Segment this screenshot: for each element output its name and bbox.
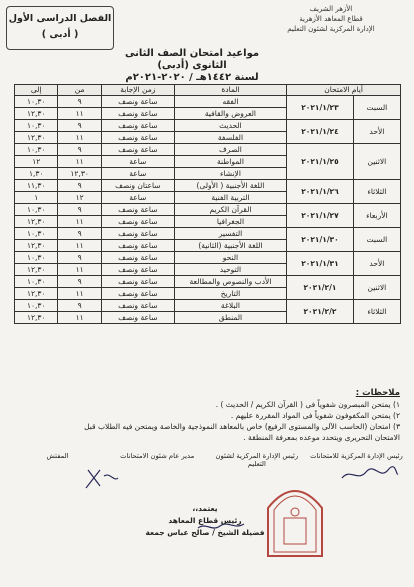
- exam-date: ٢٠٢١/١/٢٤: [287, 120, 354, 144]
- table-row: [15, 276, 401, 288]
- approval-title: رئيس قطاع المعاهد: [168, 516, 242, 525]
- exam-end: ١: [15, 192, 58, 204]
- exam-end: ١٠,٣٠: [15, 120, 58, 132]
- approval-name: فضيلة الشيخ / صالح عباس جمعة: [145, 528, 265, 537]
- exam-end: ١١,٣٠: [15, 180, 58, 192]
- exam-duration: ساعة ونصف: [101, 228, 174, 240]
- exam-subject: اللغة الأجنبية (الثانية): [174, 240, 286, 252]
- notes-section: [14, 388, 400, 443]
- table-row: [15, 144, 401, 156]
- institution-line: الأزهر الشريف: [309, 5, 353, 13]
- semester-box: [6, 6, 114, 50]
- exam-start: ١٢: [58, 192, 101, 204]
- signature-exams-director: [110, 452, 205, 468]
- exam-subject: الحديث: [174, 120, 286, 132]
- exam-duration: ساعة ونصف: [101, 300, 174, 312]
- exam-start: ١٢,٣٠: [58, 168, 101, 180]
- exam-start: ١١: [58, 132, 101, 144]
- exam-day: الثلاثاء: [353, 300, 400, 324]
- institution-line: قطاع المعاهد الأزهرية: [299, 15, 363, 23]
- exam-date: ٢٠٢١/١/٣١: [287, 252, 354, 276]
- exam-end: ١٢,٣٠: [15, 240, 58, 252]
- exam-start: ٩: [58, 252, 101, 264]
- exam-start: ٩: [58, 144, 101, 156]
- exam-end: ١٢,٣٠: [15, 264, 58, 276]
- table-header-row: [15, 85, 401, 96]
- note-item: الامتحان التحريرى ويتحدد موعده بمعرفة المنطقة .: [243, 433, 400, 442]
- exam-duration: ساعة ونصف: [101, 216, 174, 228]
- note-item: ١) يمتحن المبصرون شفوياً فى ( القرآن الكريم / الحديث ) .: [215, 400, 400, 409]
- col-header-to: إلى: [15, 85, 58, 96]
- exam-end: ١٢,٣٠: [15, 132, 58, 144]
- exam-end: ١٢,٣٠: [15, 288, 58, 300]
- exam-subject: النحو: [174, 252, 286, 264]
- table-row: [15, 96, 401, 108]
- exam-end: ١٠,٣٠: [15, 276, 58, 288]
- exam-duration: ساعة: [101, 192, 174, 204]
- exam-duration: ساعة ونصف: [101, 264, 174, 276]
- exam-duration: ساعة ونصف: [101, 276, 174, 288]
- exam-subject: التربية الفنية: [174, 192, 286, 204]
- exam-start: ١١: [58, 288, 101, 300]
- exam-start: ٩: [58, 180, 101, 192]
- exam-date: ٢٠٢١/٢/١: [287, 276, 354, 300]
- schedule-table: [14, 84, 401, 324]
- exam-subject: المواطنة: [174, 156, 286, 168]
- table-row: [15, 120, 401, 132]
- exam-day: الاثنين: [353, 276, 400, 300]
- exam-duration: ساعة: [101, 156, 174, 168]
- exam-subject: الفقه: [174, 96, 286, 108]
- exam-start: ٩: [58, 120, 101, 132]
- table-row: [15, 300, 401, 312]
- table-row: [15, 252, 401, 264]
- signature-education-head: [209, 452, 304, 468]
- exam-end: ١,٣٠: [15, 168, 58, 180]
- signature-role: المفتش: [46, 452, 69, 460]
- exam-end: ١٢,٣٠: [15, 108, 58, 120]
- institution-line: الإدارة المركزية لشئون التعليم: [287, 25, 375, 33]
- signature-role: رئيس الإدارة المركزية لشئون التعليم: [215, 452, 299, 468]
- exam-subject: الجغرافيا: [174, 216, 286, 228]
- table-row: [15, 180, 401, 192]
- exam-subject: العروض والقافية: [174, 108, 286, 120]
- section-label: ( أدبى ): [41, 29, 79, 40]
- col-header-from: من: [58, 85, 101, 96]
- exam-end: ١٢,٣٠: [15, 312, 58, 324]
- exam-date: ٢٠٢١/١/٣٠: [287, 228, 354, 252]
- exam-date: ٢٠٢١/٢/٢: [287, 300, 354, 324]
- exam-end: ١٠,٣٠: [15, 144, 58, 156]
- exam-duration: ساعة ونصف: [101, 144, 174, 156]
- schedule-body: [15, 96, 401, 324]
- official-seal-icon: [260, 478, 330, 558]
- exam-start: ٩: [58, 300, 101, 312]
- title-year-line: لسنة ١٤٤٢هـ / ٢٠٢٠-٢٠٢١م: [125, 72, 259, 83]
- institution-header: [256, 4, 406, 34]
- exam-day: الثلاثاء: [353, 180, 400, 204]
- exam-subject: الفلسفة: [174, 132, 286, 144]
- exam-subject: التاريخ: [174, 288, 286, 300]
- exam-start: ٩: [58, 276, 101, 288]
- exam-end: ١٠,٣٠: [15, 252, 58, 264]
- exam-duration: ساعة ونصف: [101, 120, 174, 132]
- exam-end: ١٢,٣٠: [15, 216, 58, 228]
- exam-subject: الأدب والنصوص والمطالعة: [174, 276, 286, 288]
- exam-date: ٢٠٢١/١/٢٥: [287, 144, 354, 180]
- signature-role: مدير عام شئون الامتحانات: [120, 452, 195, 460]
- exam-end: ١٠,٣٠: [15, 96, 58, 108]
- exam-subject: البلاغة: [174, 300, 286, 312]
- exam-date: ٢٠٢١/١/٢٦: [287, 180, 354, 204]
- exam-subject: المنطق: [174, 312, 286, 324]
- note-item: ٣) امتحان (الحاسب الآلى والمستوى الرفيع) خاص بالمعاهد النموذجية والخاصة ويمتحن فيه الطلاب قبل: [84, 422, 400, 431]
- exam-start: ١١: [58, 216, 101, 228]
- exam-date: ٢٠٢١/١/٢٣: [287, 96, 354, 120]
- exam-date: ٢٠٢١/١/٢٧: [287, 204, 354, 228]
- exam-day: الأربعاء: [353, 204, 400, 228]
- exam-start: ٩: [58, 228, 101, 240]
- col-header-days: أيام الامتحان: [287, 85, 401, 96]
- page-title: [120, 48, 264, 84]
- note-item: ٢) يمتحن المكفوفون شفوياً فى المواد المقررة عليهم .: [230, 411, 400, 420]
- exam-start: ١١: [58, 240, 101, 252]
- title-line: مواعيد امتحان الصف الثانى الثانوى (أدبى): [124, 48, 260, 71]
- exam-end: ١٠,٣٠: [15, 228, 58, 240]
- exam-day: الاثنين: [353, 144, 400, 180]
- table-row: [15, 228, 401, 240]
- exam-subject: الإنشاء: [174, 168, 286, 180]
- exam-start: ٩: [58, 96, 101, 108]
- approval-label: يعتمد،،: [192, 504, 218, 513]
- exam-duration: ساعة ونصف: [101, 288, 174, 300]
- exam-start: ١١: [58, 312, 101, 324]
- exam-duration: ساعة ونصف: [101, 132, 174, 144]
- exam-start: ١١: [58, 156, 101, 168]
- exam-duration: ساعة ونصف: [101, 108, 174, 120]
- exam-day: السبت: [353, 96, 400, 120]
- exam-duration: ساعة ونصف: [101, 252, 174, 264]
- exam-end: ١٢: [15, 156, 58, 168]
- handwritten-signature: [80, 466, 120, 492]
- exam-end: ١٠,٣٠: [15, 300, 58, 312]
- exam-duration: ساعة ونصف: [101, 240, 174, 252]
- table-row: [15, 204, 401, 216]
- exam-start: ١١: [58, 108, 101, 120]
- exam-duration: ساعة ونصف: [101, 312, 174, 324]
- exam-day: الأحد: [353, 120, 400, 144]
- exam-subject: الصرف: [174, 144, 286, 156]
- exam-subject: التفسير: [174, 228, 286, 240]
- exam-end: ١٠,٣٠: [15, 204, 58, 216]
- exam-duration: ساعة ونصف: [101, 204, 174, 216]
- exam-duration: ساعة: [101, 168, 174, 180]
- exam-subject: القرآن الكريم: [174, 204, 286, 216]
- exam-duration: ساعتان ونصف: [101, 180, 174, 192]
- exam-start: ١١: [58, 264, 101, 276]
- exam-start: ٩: [58, 204, 101, 216]
- handwritten-signature: [340, 464, 400, 484]
- exam-subject: التوحيد: [174, 264, 286, 276]
- exam-duration: ساعة ونصف: [101, 96, 174, 108]
- notes-title: ملاحظات :: [355, 388, 400, 398]
- semester-label: الفصل الدراسى الأول: [8, 13, 112, 24]
- col-header-subject: المادة: [174, 85, 286, 96]
- signature-role: رئيس الإدارة المركزية للامتحانات: [310, 452, 403, 460]
- col-header-duration: زمن الإجابة: [101, 85, 174, 96]
- exam-subject: اللغة الأجنبية ( الأولى): [174, 180, 286, 192]
- exam-day: الأحد: [353, 252, 400, 276]
- exam-day: السبت: [353, 228, 400, 252]
